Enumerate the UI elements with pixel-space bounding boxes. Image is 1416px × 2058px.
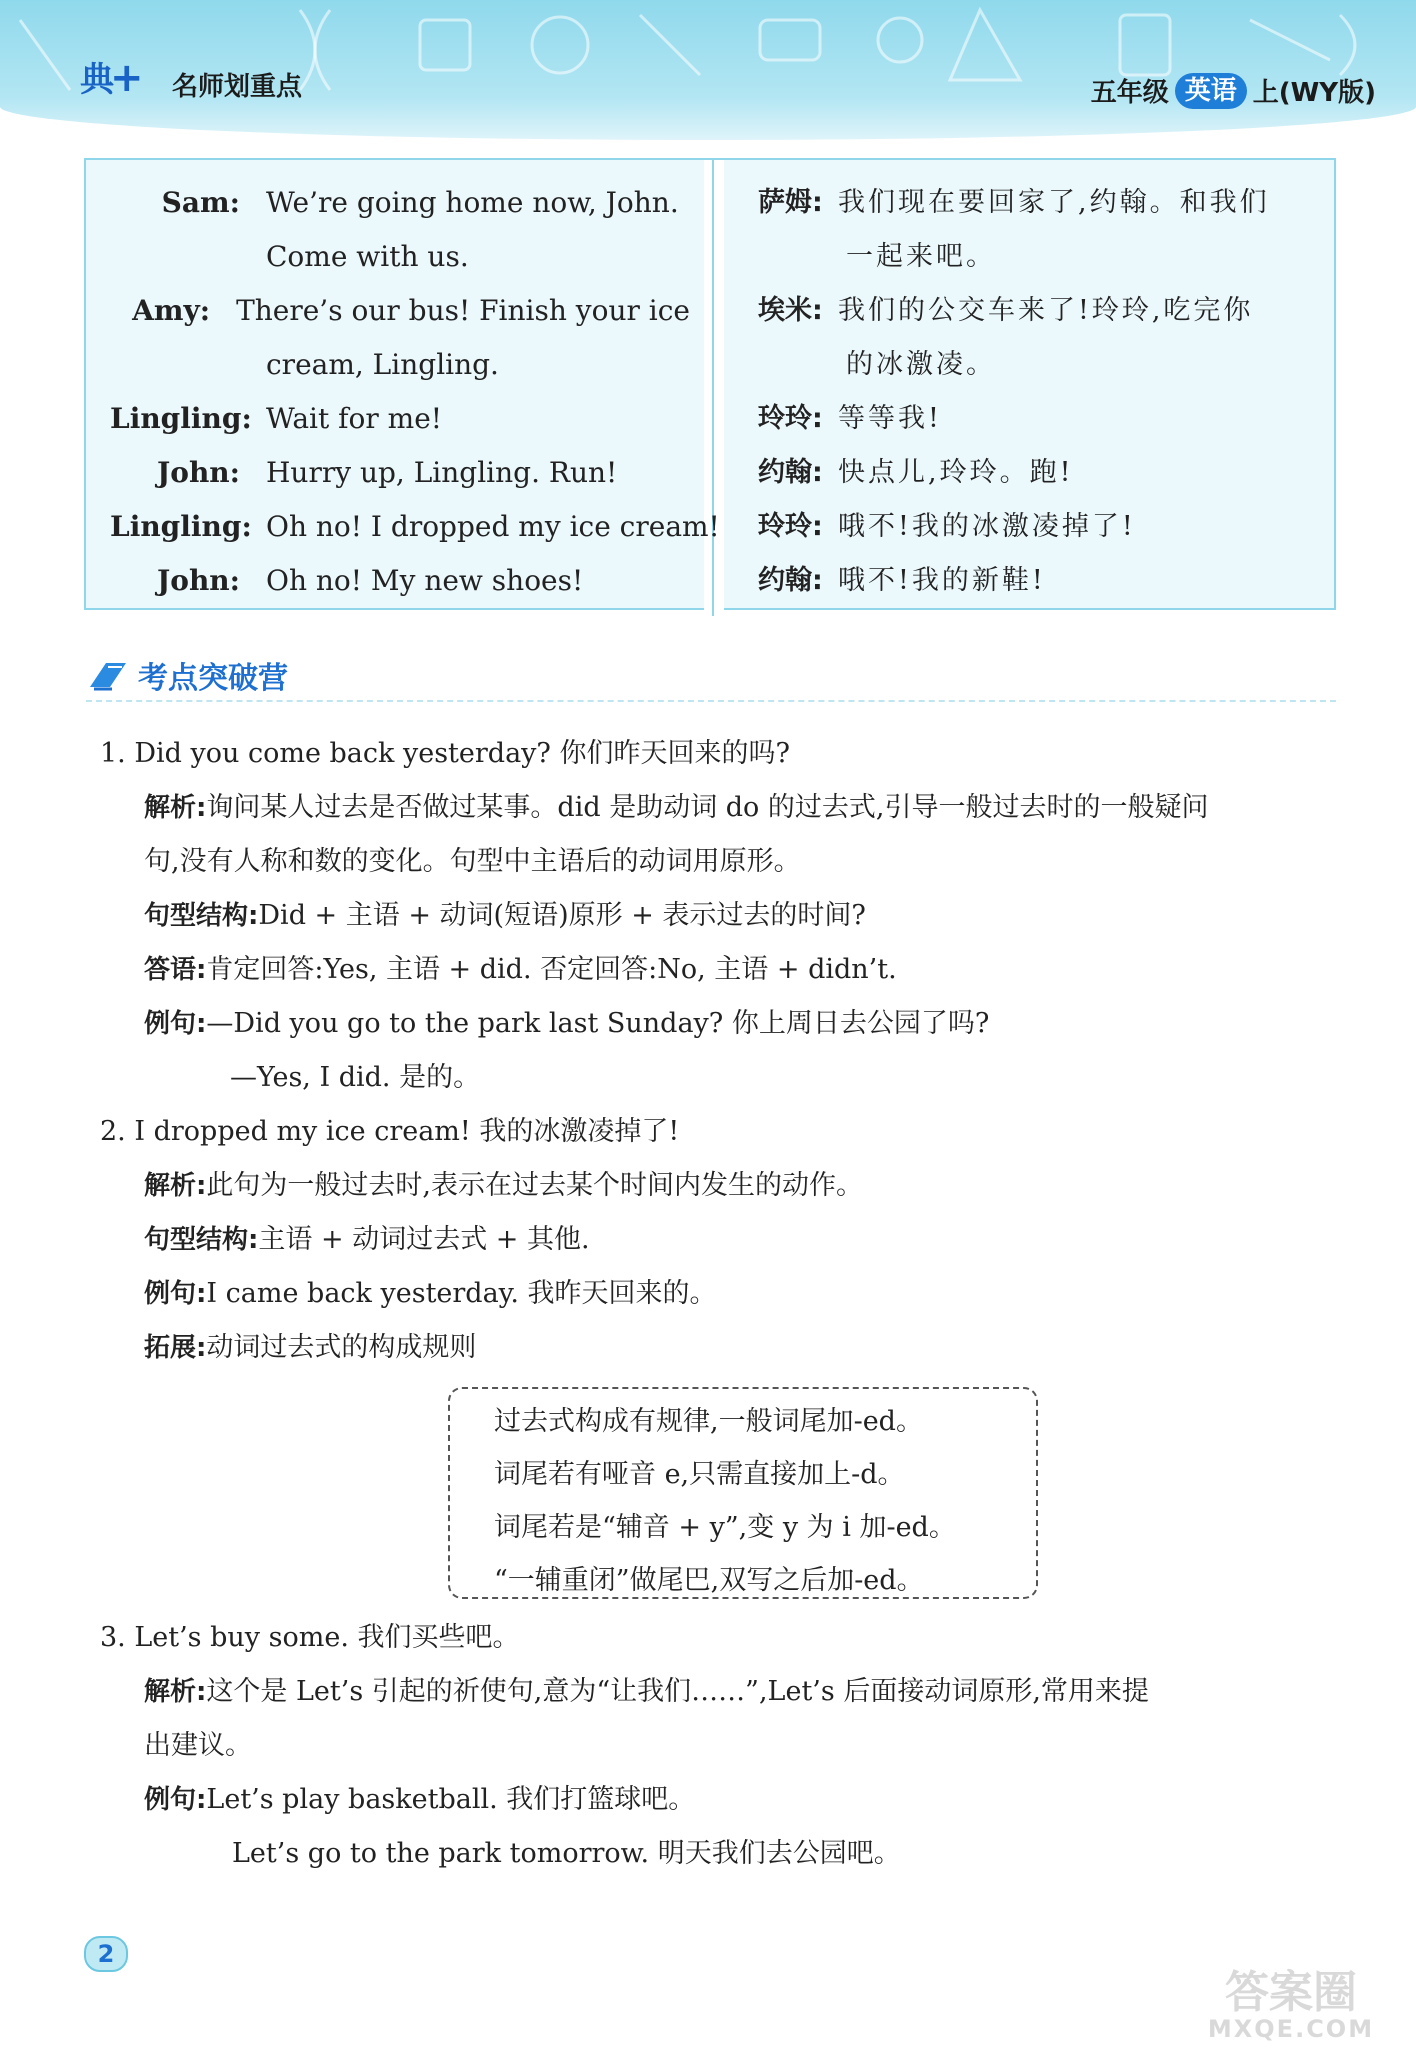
- dialogue-line: [758, 338, 1328, 392]
- point-1-example: [100, 997, 1350, 1051]
- point-1-title: 1. Did you come back yesterday? 你们昨天回来的吗?: [100, 738, 790, 769]
- speech-text: 我们现在要回家了,约翰。和我们: [838, 187, 1270, 218]
- dialogue-line: [110, 392, 690, 446]
- point-1-analysis: [100, 781, 1350, 835]
- pencil-book-icon: [86, 657, 130, 693]
- speech-text: Come with us.: [266, 240, 469, 273]
- publisher-logo: 典: [80, 60, 110, 100]
- rule-rhyme-box: [448, 1387, 1038, 1599]
- rule-line: 词尾若是“辅音 + y”,变 y 为 i 加-ed。: [494, 1512, 956, 1543]
- grade-info: [1091, 72, 1376, 109]
- point-3-example-2: Let’s go to the park tomorrow. 明天我们去公园吧。: [232, 1838, 901, 1869]
- speaker-name: John:: [157, 564, 240, 597]
- speaker-name: Sam:: [161, 186, 240, 219]
- key-points: [100, 727, 1350, 1881]
- series-title: 名师划重点: [172, 72, 303, 102]
- dialogue-english: [110, 176, 720, 608]
- speech-text: Hurry up, Lingling. Run!: [266, 456, 618, 489]
- dialogue-line: [110, 176, 690, 230]
- dialogue-line: [758, 500, 1328, 554]
- structure-text: 主语 + 动词过去式 + 其他.: [258, 1224, 590, 1255]
- speech-text: Oh no! My new shoes!: [266, 564, 584, 597]
- logo-plus-icon: +: [110, 55, 144, 101]
- speaker-name: 玲玲:: [758, 511, 823, 542]
- structure-label: 句型结构:: [144, 901, 259, 931]
- speech-text: 一起来吧。: [846, 241, 996, 272]
- rule-line: 词尾若有哑音 e,只需直接加上-d。: [494, 1459, 905, 1490]
- speech-text: 哦不!我的新鞋!: [838, 565, 1046, 596]
- dialogue-line: [758, 554, 1328, 608]
- example-text: I came back yesterday. 我昨天回来的。: [206, 1278, 717, 1309]
- answer-label: 答语:: [144, 955, 207, 985]
- dialogue-line: [110, 284, 690, 338]
- section-heading: [86, 653, 288, 697]
- grade-label: 五年级: [1090, 78, 1169, 108]
- analysis-label: 解析:: [144, 793, 207, 823]
- speaker-name: Lingling:: [110, 510, 252, 543]
- analysis-text: 此句为一般过去时,表示在过去某个时间内发生的动作。: [206, 1170, 863, 1201]
- speech-text: 等等我!: [838, 403, 942, 434]
- speech-text: cream, Lingling.: [266, 348, 499, 381]
- speaker-name: 玲玲:: [758, 403, 823, 434]
- watermark-url: MXQE.COM: [1207, 2015, 1375, 2043]
- point-2-structure: [100, 1213, 1350, 1267]
- subject-badge: 英语: [1175, 73, 1247, 109]
- answer-text: 肯定回答:Yes, 主语 + did. 否定回答:No, 主语 + didn’t.: [206, 954, 897, 985]
- dialogue-line: [110, 500, 720, 554]
- point-1-structure: [100, 889, 1350, 943]
- speaker-name: Amy:: [132, 294, 211, 327]
- dialogue-line: [758, 446, 1328, 500]
- speaker-name: 埃米:: [758, 295, 823, 326]
- speaker-name: John:: [157, 456, 240, 489]
- point-1-analysis-cont: 句,没有人称和数的变化。句型中主语后的动词用原形。: [144, 846, 801, 877]
- speaker-name: 约翰:: [758, 565, 823, 596]
- point-3-analysis: [100, 1665, 1350, 1719]
- section-title: 考点突破营: [138, 661, 288, 696]
- speech-text: 快点儿,玲玲。跑!: [838, 457, 1074, 488]
- point-2-extend: [100, 1321, 1350, 1375]
- dialogue-line: [758, 392, 1328, 446]
- point-1-example-reply: —Yes, I did. 是的。: [230, 1062, 481, 1093]
- site-watermark: [1176, 1967, 1406, 2050]
- dialogue-line: [758, 176, 1328, 230]
- dialogue-line: [758, 284, 1328, 338]
- analysis-text: 询问某人过去是否做过某事。did 是助动词 do 的过去式,引导一般过去时的一般疑问: [206, 792, 1209, 823]
- extend-label: 拓展:: [144, 1333, 207, 1363]
- dialogue-line: [110, 446, 690, 500]
- rule-line: “一辅重闭”做尾巴,双写之后加-ed。: [494, 1565, 924, 1596]
- speech-text: Wait for me!: [266, 402, 443, 435]
- example-label: 例句:: [144, 1009, 207, 1039]
- volume-label: 上(WY版): [1252, 78, 1376, 108]
- point-2-title: 2. I dropped my ice cream! 我的冰激凌掉了!: [100, 1116, 680, 1147]
- section-divider: [86, 700, 1336, 702]
- example-text: Let’s play basketball. 我们打篮球吧。: [206, 1784, 696, 1815]
- point-3-title: 3. Let’s buy some. 我们买些吧。: [100, 1622, 520, 1653]
- speaker-name: 约翰:: [758, 457, 823, 488]
- example-label: 例句:: [144, 1279, 207, 1309]
- dialogue-line: [110, 338, 690, 392]
- analysis-label: 解析:: [144, 1171, 207, 1201]
- speech-text: 我们的公交车来了!玲玲,吃完你: [838, 295, 1254, 326]
- point-2-analysis: [100, 1159, 1350, 1213]
- rule-line: 过去式构成有规律,一般词尾加-ed。: [494, 1406, 923, 1437]
- watermark-text: 答案圈: [1225, 1967, 1357, 2018]
- analysis-label: 解析:: [144, 1677, 207, 1707]
- speech-text: There’s our bus! Finish your ice: [236, 294, 690, 327]
- analysis-text: 这个是 Let’s 引起的祈使句,意为“让我们……”,Let’s 后面接动词原形,常用来提: [206, 1676, 1149, 1707]
- example-text: —Did you go to the park last Sunday? 你上周日去公园了吗?: [206, 1008, 990, 1039]
- point-2-example: [100, 1267, 1350, 1321]
- point-1-answer: [100, 943, 1350, 997]
- speech-text: Oh no! I dropped my ice cream!: [266, 510, 720, 543]
- example-label: 例句:: [144, 1785, 207, 1815]
- point-3-analysis-cont: 出建议。: [144, 1730, 252, 1761]
- dialogue-line: [110, 230, 690, 284]
- structure-text: Did + 主语 + 动词(短语)原形 + 表示过去的时间?: [258, 900, 866, 931]
- structure-label: 句型结构:: [144, 1225, 259, 1255]
- speech-text: We’re going home now, John.: [266, 186, 679, 219]
- speaker-name: 萨姆:: [758, 187, 823, 218]
- speech-text: 的冰激凌。: [846, 349, 996, 380]
- point-3-example: [100, 1773, 1350, 1827]
- speaker-name: Lingling:: [110, 402, 252, 435]
- dialogue-chinese: [758, 176, 1328, 608]
- page-header: [0, 0, 1416, 140]
- page-number: 2: [84, 1936, 128, 1972]
- speech-text: 哦不!我的冰激凌掉了!: [838, 511, 1136, 542]
- dialogue-line: [110, 554, 690, 608]
- dialogue-line: [758, 230, 1328, 284]
- extend-text: 动词过去式的构成规则: [206, 1332, 477, 1363]
